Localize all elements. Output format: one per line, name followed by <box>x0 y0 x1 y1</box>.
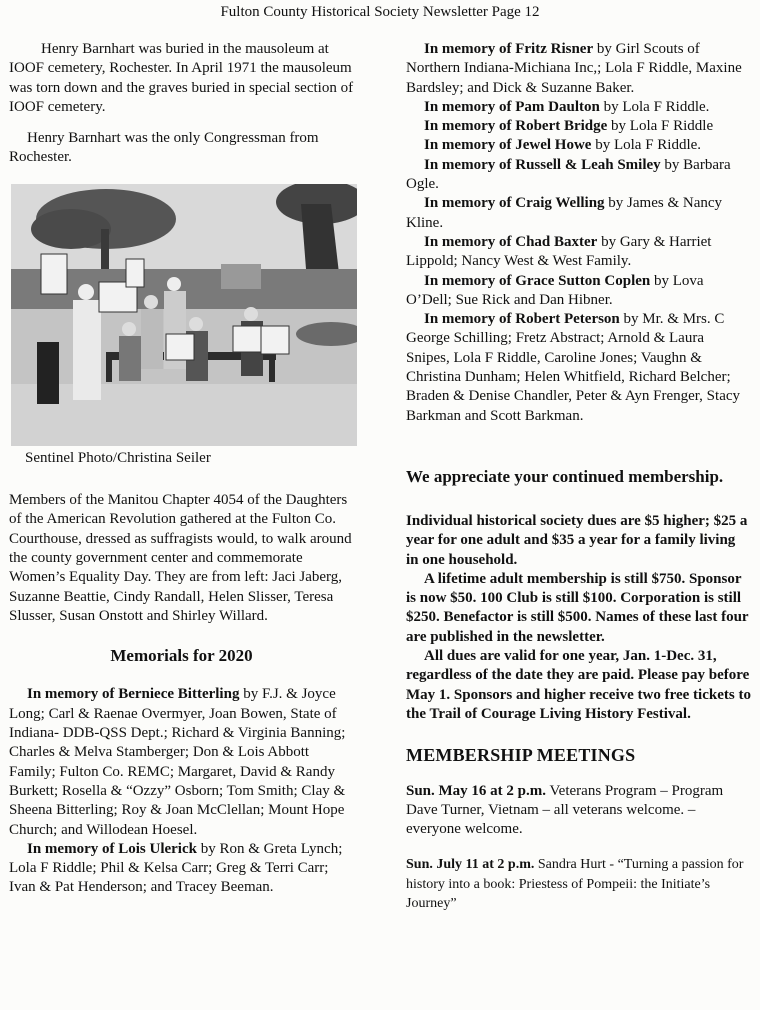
memorial-item <box>406 117 751 136</box>
memorial-donors: by Mr. & Mrs. C George Schilling; Fretz Abstract; Arnold & Laura Snipes, Lola F Riddle, Caroline Jones; Vaughn & Christina Dunham; Helen Whitfield, Richard Belcher; Braden & Denise Chandler, Peter & Ayn Frenger, Stacy Barkman and Scott Barkman. <box>406 311 741 424</box>
memorial-donors: by Lola F Riddle <box>607 118 714 135</box>
meetings-heading: MEMBERSHIP MEETINGS <box>406 745 636 766</box>
memorial-name: In memory of Pam Daulton <box>424 98 600 115</box>
barnhart-congressman-paragraph: Henry Barnhart was the only Congressman from Rochester. <box>9 130 319 166</box>
memorial-name: In memory of Robert Bridge <box>424 118 608 135</box>
memorial-item <box>406 272 751 311</box>
meeting-july <box>406 855 751 913</box>
left-column <box>9 40 354 898</box>
right-column <box>406 40 751 913</box>
memorial-item <box>406 98 751 117</box>
memorial-name: In memory of Lois Ulerick <box>27 840 197 857</box>
meeting-may <box>406 782 751 840</box>
memorial-ulerick <box>9 840 354 898</box>
memorial-donors: by Lola F Riddle. <box>591 137 702 154</box>
memorial-item <box>406 156 751 195</box>
dues-paragraph-3: All dues are valid for one year, Jan. 1-Dec. 31, regardless of the date they are paid. Please pay before May 1. Sponsors and higher receive two free tickets to the Trail of Courage Living History Festival. <box>406 648 751 722</box>
memorial-name: In memory of Russell & Leah Smiley <box>424 156 661 173</box>
memorial-donors: by Gary & Harriet Lippold; Nancy West & West Family. <box>406 233 712 270</box>
page-header: Fulton County Historical Society Newsletter Page 12 <box>220 4 540 20</box>
dues-paragraph-2: A lifetime adult membership is still $750. Sponsor is now $50. 100 Club is still $100. Corporation is still $250. Benefactor is still $500. Names of these last four are published in the newsletter. <box>406 570 749 645</box>
memorial-name: In memory of Jewel Howe <box>424 137 592 154</box>
dar-paragraph: Members of the Manitou Chapter 4054 of the Daughters of the American Revolution gathered at the Fulton Co. Courthouse, dressed as suffragists would, to walk around the county government center and commemorate Women’s Equality Day. They are from left: Jaci Jaberg, Suzanne Beattie, Cindy Randall, Helen Slisser, Teresa Slusser, Susan Onstott and Shirley Willard. <box>9 492 352 624</box>
meeting-description: Veterans Program – Program Dave Turner, Vietnam – all veterans welcome. – everyone welcome. <box>406 782 724 838</box>
photo-caption: Sentinel Photo/Christina Seiler <box>25 449 211 466</box>
barnhart-burial-paragraph: Henry Barnhart was buried in the mausoleum at IOOF cemetery, Rochester. In April 1971 the mausoleum was torn down and the graves buried in special section of IOOF cemetery. <box>9 41 354 115</box>
meeting-date: Sun. May 16 at 2 p.m. <box>406 782 547 799</box>
meeting-description: Sandra Hurt - “Turning a passion for history into a book: Priestess of Pompeii: the Initiate’s Journey” <box>406 857 744 911</box>
memorial-donors: by F.J. & Joyce Long; Carl & Raenae Overmyer, Joan Bowen, State of Indiana- DDB-QSS Dept.; Richard & Virginia Banning; Charles & Melva Stamberger; Don & Lois Abbott Family; Fulton Co. REMC; Margaret, David & Randy Burkett; Rosella & “Ozzy” Osborn; Tom Smith; Clay & Sheena Bitterling; Roy & Joan McClellan; Mount Hope Church; and Willodean Hoesel. <box>9 686 346 838</box>
memorials-heading: Memorials for 2020 <box>110 646 253 666</box>
memorial-donors: by Girl Scouts of Northern Indiana-Michiana Inc,; Lola F Riddle, Maxine Bardsley; and Dick & Suzanne Baker. <box>406 41 742 96</box>
meeting-date: Sun. July 11 at 2 p.m. <box>406 857 535 873</box>
dues-paragraph-1: Individual historical society dues are $5 higher; $25 a year for one adult and $35 a year for a family living in one household. <box>406 512 748 568</box>
memorial-name: In memory of Grace Sutton Coplen <box>424 272 651 289</box>
memorial-bitterling <box>9 685 354 839</box>
memorial-item <box>406 194 751 233</box>
appreciate-heading: We appreciate your continued membership. <box>406 466 724 486</box>
memorial-name: In memory of Fritz Risner <box>424 41 594 57</box>
memorial-item <box>406 136 751 155</box>
memorial-donors: by Lova O’Dell; Sue Rick and Dan Hibner. <box>406 272 704 308</box>
memorial-donors: by James & Nancy Kline. <box>406 195 723 231</box>
memorial-donors: by Lola F Riddle. <box>599 98 710 115</box>
memorials-list <box>406 40 751 426</box>
memorial-item <box>406 40 751 98</box>
memorial-donors: by Ron & Greta Lynch; Lola F Riddle; Phil & Kelsa Carr; Greg & Terri Carr; Ivan & Pat Henderson; and Tracey Beeman. <box>9 840 343 896</box>
memorial-donors: by Barbara Ogle. <box>406 156 731 193</box>
memorial-item <box>406 310 751 426</box>
memorial-name: In memory of Chad Baxter <box>424 233 598 250</box>
suffragists-photo <box>11 184 357 446</box>
memorial-name: In memory of Berniece Bitterling <box>27 686 240 703</box>
memorial-name: In memory of Craig Welling <box>424 195 605 212</box>
memorial-item <box>406 233 751 272</box>
memorial-name: In memory of Robert Peterson <box>424 311 620 328</box>
